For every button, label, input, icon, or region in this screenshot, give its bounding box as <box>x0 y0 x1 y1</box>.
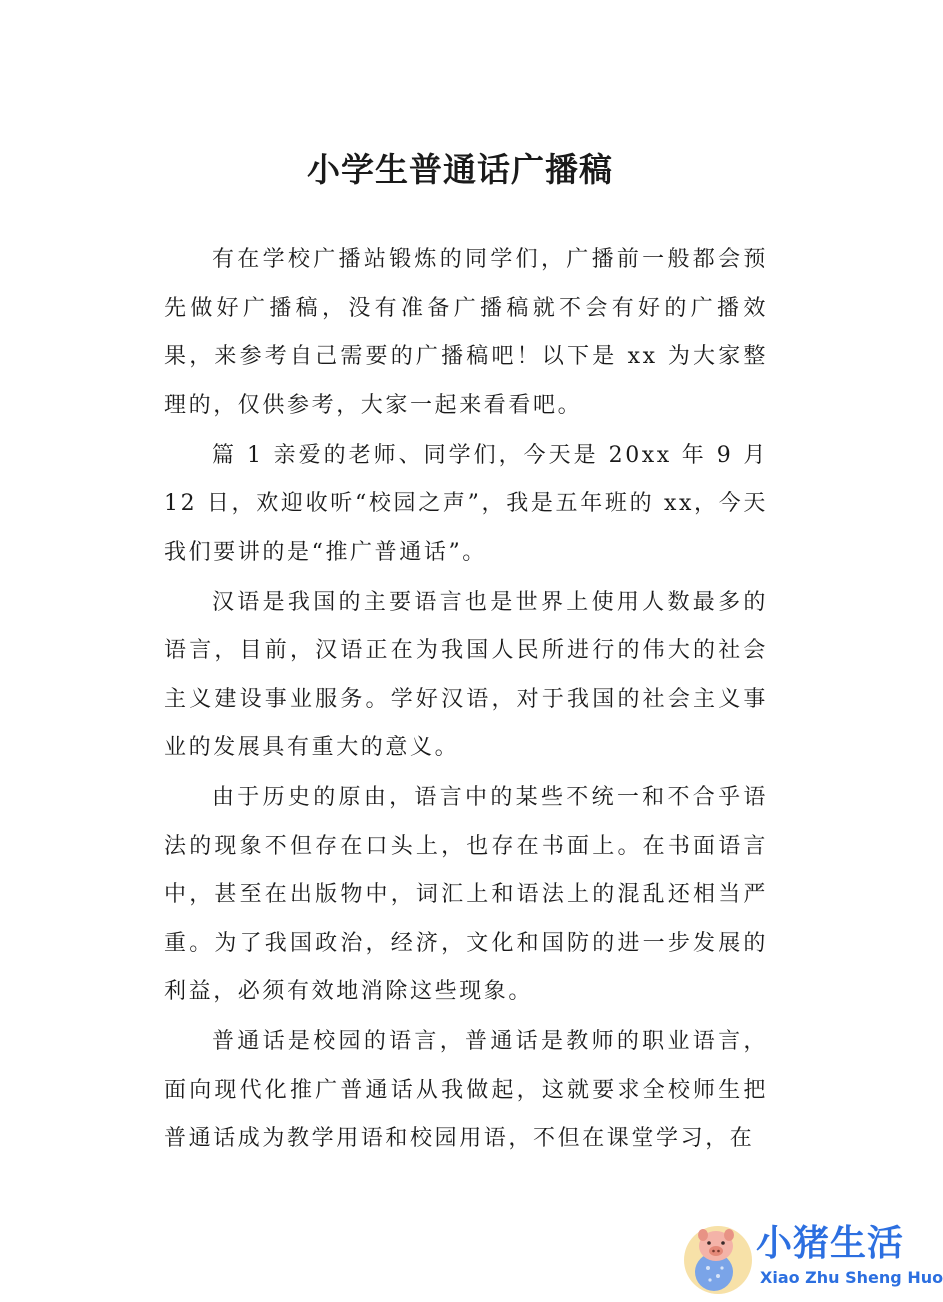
page-title: 小学生普通话广播稿 <box>307 150 613 190</box>
brand-watermark <box>680 1218 943 1298</box>
paragraph-greeting: 篇 1 亲爱的老师、同学们，今天是 20xx 年 9 月 12 日，欢迎收听“校园之声”，我是五年班的 xx，今天我们要讲的是“推广普通话”。 <box>164 442 768 565</box>
paragraph-chinese-language: 汉语是我国的主要语言也是世界上使用人数最多的语言，目前，汉语正在为我国人民所进行的伟大的社会主义建设事业服务。学好汉语，对于我国的社会主义事业的发展具有重大的意义。 <box>164 589 768 760</box>
brand-name-en: Xiao Zhu Sheng Huo <box>760 1268 943 1287</box>
brand-name-cn: 小猪生活 <box>756 1223 905 1264</box>
document-body <box>164 236 768 1165</box>
paragraph-intro: 有在学校广播站锻炼的同学们，广播前一般都会预先做好广播稿，没有准备广播稿就不会有好的广播效果，来参考自己需要的广播稿吧！以下是 xx 为大家整理的，仅供参考，大家一起来看看吧。 <box>164 247 768 418</box>
pig-mascot-icon <box>680 1220 756 1296</box>
paragraph-campus-language: 普通话是校园的语言，普通话是教师的职业语言，面向现代化推广普通话从我做起，这就要求全校师生把普通话成为教学用语和校园用语，不但在课堂学习，在 <box>164 1029 768 1151</box>
paragraph-history: 由于历史的原由，语言中的某些不统一和不合乎语法的现象不但存在口头上，也存在书面上。在书面语言中，甚至在出版物中，词汇上和语法上的混乱还相当严重。为了我国政治，经济，文化和国防的进一步发展的利益，必须有效地消除这些现象。 <box>164 785 768 1004</box>
